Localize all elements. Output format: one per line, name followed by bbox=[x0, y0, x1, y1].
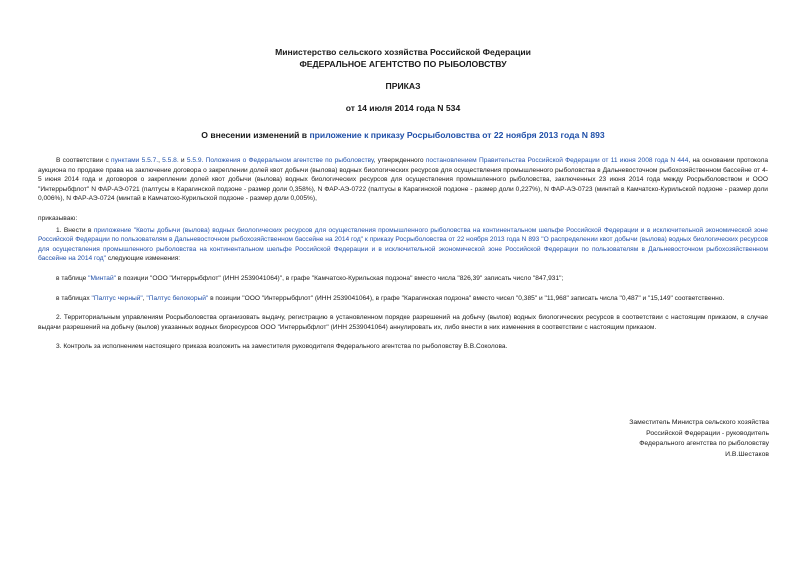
preamble-text: и bbox=[178, 157, 187, 164]
signature-line-1: Заместитель Министра сельского хозяйства bbox=[629, 419, 769, 426]
link-clause-5-5-7[interactable]: пунктами 5.5.7. bbox=[111, 157, 159, 164]
link-regulation[interactable]: 5.5.9. Положения о Федеральном агентстве по рыболовству bbox=[186, 157, 374, 164]
signatory-name: И.В.Шестаков bbox=[725, 450, 769, 458]
preamble-text: В соответствии с bbox=[56, 157, 112, 164]
link-clause-5-5-8[interactable]: 5.5.8. bbox=[162, 157, 179, 164]
item-1-text: следующие изменения: bbox=[106, 255, 181, 263]
agency-name: ФЕДЕРАЛЬНОЕ АГЕНТСТВО ПО РЫБОЛОВСТВУ bbox=[299, 59, 507, 69]
halibut-text: , bbox=[142, 294, 147, 302]
item-1-paragraph bbox=[38, 226, 768, 264]
preamble-text: , bbox=[158, 157, 163, 164]
link-table-pollock[interactable]: "Минтай" bbox=[88, 274, 116, 282]
item-3-paragraph: 3. Контроль за исполнением настоящего приказа возложить на заместителя руководителя Федерального агентства по рыболовству В.В.Соколова. bbox=[56, 343, 508, 351]
ministry-name: Министерство сельского хозяйства Российской Федерации bbox=[275, 47, 531, 57]
document-type: ПРИКАЗ bbox=[385, 81, 421, 91]
pollock-text: в позиции "ООО "Интеррыбфлот" (ИНН 2539041064)", в графе "Камчатско-Курильская подзона" вместо числа "826,39" записать число "847,931"; bbox=[115, 274, 564, 282]
halibut-change-paragraph bbox=[38, 294, 768, 304]
preamble-text: , на основании протокола аукциона по продаже права на заключение договора о закреплении долей квот добычи (вылова) водных биологических ресурсов для осуществления промышленного рыболовства в Дальневосточном рыбохозяйственном бассейне от 4-5 июня 2014 года и договоров о закреплении долей квот добычи (вылова) водных биологических ресурсов для осуществления промышленного рыболовства, заключенных 23 июня 2014 года между Росрыболовством и ООО "Интеррыбфлот" N ФАР-АЭ-0721 (палтусы в Карагинской подзоне - размер доли 0,358%), N ФАР-АЭ-0722 (палтусы в Карагинской подзоне - размер доли 0,227%), N ФАР-АЭ-0723 (минтай в Камчатско-Курильской подзоне - размер доли 0,006%), N ФАР-АЭ-0724 (минтай в Камчатско-Курильской подзоне - размер доли 0,005%), bbox=[38, 157, 768, 203]
document bbox=[38, 46, 768, 362]
document-subject bbox=[38, 130, 768, 140]
link-table-black-halibut[interactable]: "Палтус черный" bbox=[91, 294, 143, 302]
link-government-decree[interactable]: постановлением Правительства Российской Федерации от 11 июня 2008 года N 444 bbox=[425, 157, 689, 164]
subject-prefix: О внесении изменений в bbox=[201, 130, 310, 140]
preamble-paragraph bbox=[38, 156, 768, 204]
signature-line-3: Федерального агентства по рыболовству bbox=[639, 440, 769, 448]
halibut-text: в таблицах bbox=[56, 294, 92, 302]
document-body bbox=[38, 156, 768, 352]
preamble-text: , утвержденного bbox=[373, 157, 426, 164]
signature-line-2: Российской Федерации - руководитель bbox=[646, 429, 769, 437]
link-appendix-quotas[interactable]: приложение "Квоты добычи (вылова) водных биологических ресурсов для осуществления промышленного рыболовства на континентальном шельфе Российской Федерации и в исключительной экономической зоне Российской Федерации по пользователям в Дальневосточном рыбохозяйственном бассейне на 2014 год" к приказу Росрыболовства от 22 ноября 2013 года N 893 "О распределении квот добычи (вылова) водных биологических ресурсов для осуществления промышленного рыболовства на континентальном шельфе Российской Федерации и в исключительной экономической зоне Российской Федерации по пользователям в Дальневосточном рыбохозяйственном бассейне на 2014 год" bbox=[38, 226, 768, 263]
signature-block bbox=[629, 418, 769, 460]
document-header bbox=[38, 46, 768, 114]
pollock-change-paragraph bbox=[38, 274, 768, 284]
document-date-number: от 14 июля 2014 года N 534 bbox=[345, 103, 461, 113]
pollock-text: в таблице bbox=[56, 274, 89, 282]
halibut-text: в позиции "ООО "Интеррыбфлот" (ИНН 2539041064), в графе "Карагинская подзона" вместо чисел "0,385" и "11,968" записать числа "0,487" и "15,149" соответственно. bbox=[208, 294, 725, 302]
item-2-paragraph: 2. Территориальным управлениям Росрыболовства организовать выдачу, регистрацию в установленном порядке разрешений на добычу (вылов) водных биологических ресурсов в соответствии с настоящим приказом, в случае выдачи разрешений на добычу (вылов) указанных водных биоресурсов ООО "Интеррыбфлот" (ИНН 2539041064) аннулировать их, либо внести в них изменения в соответствии с настоящим приказом. bbox=[38, 314, 768, 331]
item-1-text: 1. Внести в bbox=[56, 226, 94, 234]
orders-line: приказываю: bbox=[38, 214, 78, 222]
link-table-white-halibut[interactable]: "Палтус белокорый" bbox=[146, 294, 209, 302]
subject-link[interactable]: приложение к приказу Росрыболовства от 22 ноября 2013 года N 893 bbox=[309, 130, 605, 140]
